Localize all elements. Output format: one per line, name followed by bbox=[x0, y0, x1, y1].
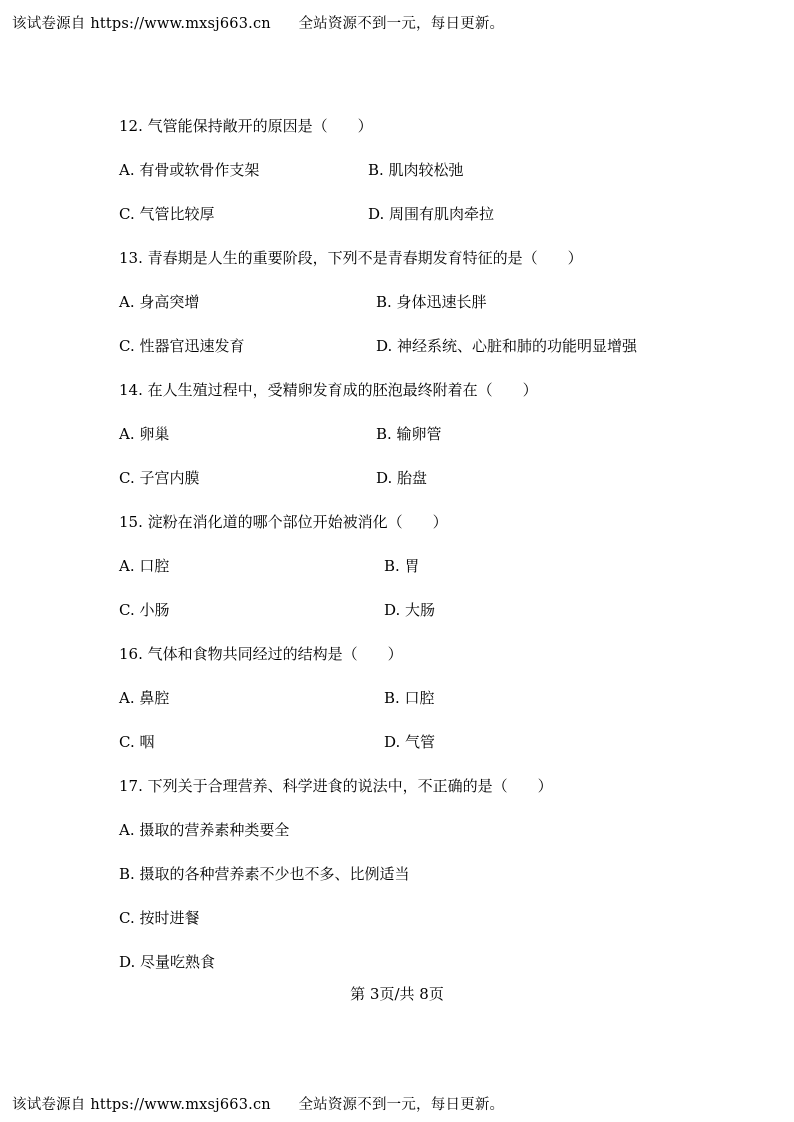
question-12-option-a: A. 有骨或软骨作支架 bbox=[119, 161, 260, 179]
question-14-option-d: D. 胎盘 bbox=[376, 469, 428, 487]
question-16-option-b: B. 口腔 bbox=[384, 689, 435, 707]
question-13-option-c: C. 性器官迅速发育 bbox=[119, 337, 245, 355]
banner-url[interactable]: https://www.mxsj663.cn bbox=[90, 1097, 271, 1113]
question-17-option-a: A. 摄取的营养素种类要全 bbox=[119, 821, 290, 839]
question-14-stem: 14. 在人生殖过程中，受精卵发育成的胚泡最终附着在（ ） bbox=[119, 381, 538, 399]
banner-slogan: 全站资源不到一元，每日更新。 bbox=[298, 1097, 505, 1113]
question-15-stem: 15. 淀粉在消化道的哪个部位开始被消化（ ） bbox=[119, 513, 448, 531]
source-banner-top bbox=[12, 12, 504, 33]
question-13-stem: 13. 青春期是人生的重要阶段，下列不是青春期发育特征的是（ ） bbox=[119, 249, 583, 267]
question-17-option-c: C. 按时进餐 bbox=[119, 909, 200, 927]
question-13-option-a: A. 身高突增 bbox=[119, 293, 200, 311]
question-13-option-d: D. 神经系统、心脏和肺的功能明显增强 bbox=[376, 337, 638, 355]
question-16-option-d: D. 气管 bbox=[384, 733, 436, 751]
question-16-stem: 16. 气体和食物共同经过的结构是（ ） bbox=[119, 645, 403, 663]
question-12-stem: 12. 气管能保持敞开的原因是（ ） bbox=[119, 117, 373, 135]
question-15-option-c: C. 小肠 bbox=[119, 601, 170, 619]
banner-slogan: 全站资源不到一元，每日更新。 bbox=[298, 16, 505, 32]
question-15-option-b: B. 胃 bbox=[384, 557, 420, 575]
question-17-option-b: B. 摄取的各种营养素不少也不多、比例适当 bbox=[119, 865, 410, 883]
question-17-stem: 17. 下列关于合理营养、科学进食的说法中，不正确的是（ ） bbox=[119, 777, 553, 795]
question-14-option-a: A. 卵巢 bbox=[119, 425, 170, 443]
question-14-option-c: C. 子宫内膜 bbox=[119, 469, 200, 487]
source-banner-bottom bbox=[12, 1093, 504, 1114]
banner-prefix: 该试卷源自 bbox=[12, 1097, 86, 1113]
question-16-option-a: A. 鼻腔 bbox=[119, 689, 170, 707]
question-15-option-d: D. 大肠 bbox=[384, 601, 436, 619]
question-12-option-b: B. 肌肉较松弛 bbox=[368, 161, 464, 179]
question-14-option-b: B. 输卵管 bbox=[376, 425, 442, 443]
question-16-option-c: C. 咽 bbox=[119, 733, 155, 751]
page-number: 第 3页/共 8页 bbox=[350, 985, 444, 1003]
banner-url[interactable]: https://www.mxsj663.cn bbox=[90, 16, 271, 32]
question-17-option-d: D. 尽量吃熟食 bbox=[119, 953, 216, 971]
question-12-option-c: C. 气管比较厚 bbox=[119, 205, 215, 223]
banner-prefix: 该试卷源自 bbox=[12, 16, 86, 32]
question-13-option-b: B. 身体迅速长胖 bbox=[376, 293, 487, 311]
question-12-option-d: D. 周围有肌肉牵拉 bbox=[368, 205, 495, 223]
question-15-option-a: A. 口腔 bbox=[119, 557, 170, 575]
